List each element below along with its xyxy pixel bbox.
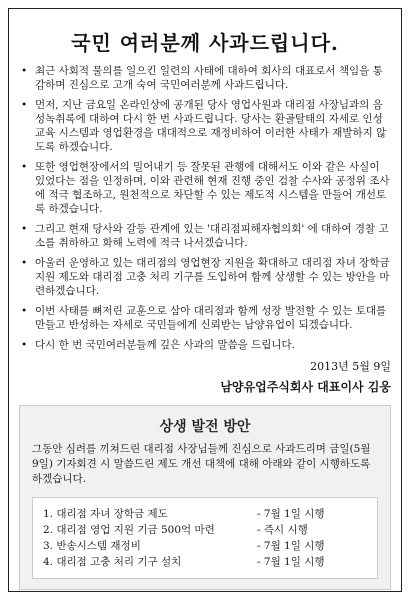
paragraph	[21, 256, 391, 298]
paragraph-text: 이번 사태를 뼈저린 교훈으로 삼아 대리점과 함께 성장 발전할 수 있는 토대를 만들고 반성하는 자세로 국민들에게 신뢰받는 남양유업이 되겠습니다.	[35, 305, 387, 331]
paragraph	[21, 64, 391, 92]
bullet-icon: •	[21, 257, 28, 269]
paragraph-text: 또한 영업현장에서의 밀어내기 등 잘못된 관행에 대해서도 이와 같은 사실이 있었다는 점을 인정하며, 이와 관련해 현재 진행 중인 검찰 수사와 공정위 조사에 적극 협조하고, 원천적으로 차단할 수 있는 제도적 시스템을 만들어 개선토록 하겠습니다.	[35, 161, 390, 215]
plan-item	[43, 506, 367, 522]
plan-item-label: 2. 대리점 영업 지원 기금 500억 마련	[43, 524, 215, 536]
paragraph-text: 다시 한 번 국민여러분들께 깊은 사과의 말씀을 드립니다.	[35, 339, 295, 351]
plan-item-label: 3. 반송시스템 재정비	[43, 540, 141, 552]
paragraph-text: 그리고 현재 당사와 갈등 관계에 있는 '대리점피해자협의회' 에 대하여 경찰 고소를 취하하고 화해 노력에 적극 나서겠습니다.	[35, 223, 389, 249]
plan-list	[32, 497, 378, 579]
plan-title: 상생 발전 방안	[159, 419, 251, 435]
plan-item-schedule: - 7월 1일 시행	[257, 508, 325, 520]
bullet-icon: •	[21, 339, 28, 351]
plan-item-label: 1. 대리점 자녀 장학금 제도	[43, 508, 168, 520]
plan-item	[43, 538, 367, 554]
bullet-icon: •	[21, 223, 28, 235]
plan-item	[43, 554, 367, 570]
page-title: 국민 여러분께 사과드립니다.	[71, 31, 339, 55]
paragraph	[21, 304, 391, 332]
paragraph	[21, 98, 391, 154]
plan-description: 그동안 심려를 끼쳐드린 대리점 사장님들께 진심으로 사과드리며 금일(5월 9일) 기자회견 시 말씀드린 제도 개선 대책에 대해 아래와 같이 시행하도록 하겠습니다.	[32, 443, 371, 485]
plan-item-schedule: - 즉시 시행	[257, 524, 308, 536]
paragraph	[21, 222, 391, 250]
paragraph	[21, 338, 391, 352]
apology-paragraphs	[21, 64, 391, 352]
signature: 남양유업주식회사 대표이사 김웅	[220, 380, 391, 394]
paragraph-text: 아울러 운영하고 있는 대리점의 영업현장 지원을 확대하고 대리점 자녀 장학금 지원 제도와 대리점 고충 처리 기구를 도입하여 함께 상생할 수 있는 방안을 마련하겠습니다.	[35, 257, 390, 297]
bullet-icon: •	[21, 99, 28, 111]
plan-item	[43, 522, 367, 538]
bullet-icon: •	[21, 305, 28, 317]
plan-item-schedule: - 7월 1일 시행	[257, 556, 325, 568]
paragraph-text: 먼저, 지난 금요일 온라인상에 공개된 당사 영업사원과 대리점 사장님과의 음성녹취록에 대하여 다시 한 번 사과드립니다. 당사는 환골탈태의 자세로 인성교육 시스템과 영업환경을 대대적으로 재정비하여 이러한 사태가 재발하지 않도록 하겠습니다.	[35, 99, 387, 153]
plan-item-label: 4. 대리점 고충 처리 기구 설치	[43, 556, 182, 568]
issue-date: 2013년 5월 9일	[310, 360, 391, 373]
paragraph-text: 최근 사회적 물의를 일으킨 일련의 사태에 대하여 회사의 대표로서 책임을 통감하며 진심으로 고개 숙여 국민여러분께 사과드립니다.	[35, 65, 383, 91]
bullet-icon: •	[21, 65, 28, 77]
plan-box	[19, 405, 391, 590]
plan-item-schedule: - 7월 1일 시행	[257, 540, 325, 552]
paragraph	[21, 160, 391, 216]
bullet-icon: •	[21, 161, 28, 173]
notice-page	[8, 8, 402, 592]
